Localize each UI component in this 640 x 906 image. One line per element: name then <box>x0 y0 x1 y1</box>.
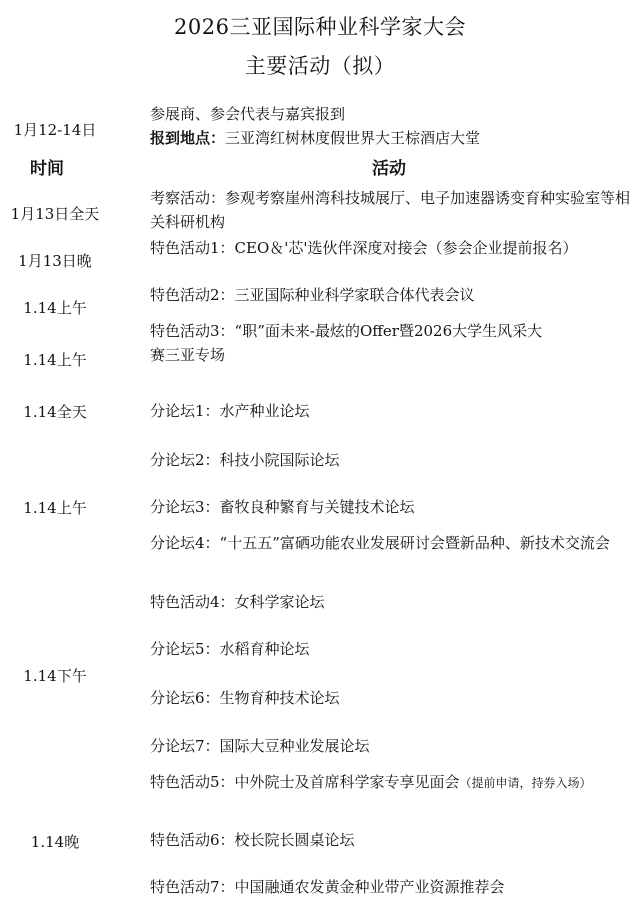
activity-special-3-line2: 赛三亚专场 <box>150 346 226 364</box>
time-jan14-morning: 1.14上午 <box>23 299 87 317</box>
activity-special-3-line1: 特色活动3：“职”面未来-最炫的Offer暨2026大学生风采大 <box>150 322 543 340</box>
time-jan13-allday: 1月13日全天 <box>10 205 100 223</box>
activity-special-6: 特色活动6：校长院长圆桌论坛 <box>150 831 355 849</box>
time-jan14-morning: 1.14上午 <box>23 351 87 369</box>
activity-subforum-1: 分论坛1：水产种业论坛 <box>150 402 310 420</box>
activity-subforum-4: 分论坛4：“十五五”富硒功能农业发展研讨会暨新品种、新技术交流会 <box>150 534 610 552</box>
activity-subforum-7: 分论坛7：国际大豆种业发展论坛 <box>150 737 370 755</box>
activity-special-3 <box>150 319 640 367</box>
registration-text: 参展商、参会代表与嘉宾报到 <box>150 105 346 123</box>
activity-special-5-note: （提前申请，持券入场） <box>459 776 592 790</box>
location-label: 报到地点： <box>150 129 226 147</box>
time-jan14-evening: 1.14晚 <box>30 833 80 851</box>
time-jan14-afternoon: 1.14下午 <box>23 667 87 685</box>
activity-special-7: 特色活动7：中国融通农发黄金种业带产业资源推荐会 <box>150 878 505 896</box>
activity-special-2: 特色活动2：三亚国际种业科学家联合体代表会议 <box>150 286 475 304</box>
activity-subforum-3: 分论坛3：畜牧良种繁育与关键技术论坛 <box>150 498 415 516</box>
activity-subforum-5: 分论坛5：水稻育种论坛 <box>150 640 310 658</box>
document-subtitle: 主要活动（拟） <box>244 54 396 78</box>
activity-registration <box>150 102 640 150</box>
document-title: 2026三亚国际种业科学家大会 <box>174 15 466 39</box>
activity-subforum-6: 分论坛6：生物育种技术论坛 <box>150 689 340 707</box>
time-jan14-allday: 1.14全天 <box>23 403 87 421</box>
header-activity: 活动 <box>372 159 406 179</box>
time-jan14-morning: 1.14上午 <box>23 499 87 517</box>
activity-special-1: 特色活动1：CEO＆'芯'选伙伴深度对接会（参会企业提前报名） <box>150 239 578 257</box>
time-registration: 1月12-14日 <box>13 121 97 139</box>
time-jan13-evening: 1月13日晚 <box>18 252 92 270</box>
activity-special-5 <box>150 770 640 794</box>
header-time: 时间 <box>30 159 64 179</box>
activity-subforum-2: 分论坛2：科技小院国际论坛 <box>150 451 340 469</box>
activity-inspection: 考察活动：参观考察崖州湾科技城展厅、电子加速器诱变育种实验室等相关科研机构 <box>150 189 631 231</box>
location-value: 三亚湾红树林度假世界大王棕酒店大堂 <box>225 129 481 147</box>
registration-location <box>150 126 640 150</box>
activity-special-5-main: 特色活动5：中外院士及首席科学家专享见面会 <box>150 773 460 791</box>
activity-special-4: 特色活动4：女科学家论坛 <box>150 593 325 611</box>
